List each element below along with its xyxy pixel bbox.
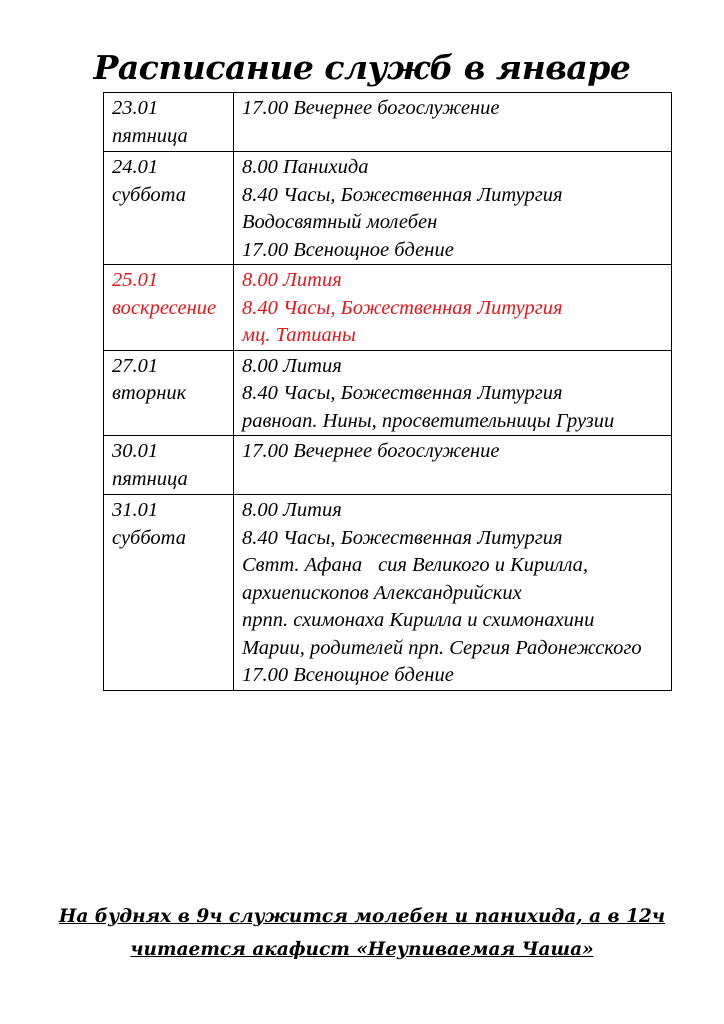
services-cell	[234, 436, 672, 495]
service-line: прпп. схимонаха Кирилла и схимонахини	[242, 609, 595, 631]
services-cell	[234, 495, 672, 691]
services-cell	[234, 350, 672, 436]
service-line: 8.40 Часы, Божественная Литургия	[242, 183, 563, 206]
schedule-table	[103, 92, 672, 691]
service-line: 8.40 Часы, Божественная Литургия	[242, 526, 563, 549]
schedule-row	[104, 93, 672, 152]
day-cell	[104, 152, 234, 265]
footer-line-1: На буднях в 9ч служится молебен и панихида, а в 12ч	[58, 906, 666, 927]
service-line: Водосвятный молебен	[242, 211, 438, 233]
service-line: 8.00 Лития	[242, 354, 342, 377]
schedule-row	[104, 436, 672, 495]
schedule-row	[104, 495, 672, 691]
service-line: 8.40 Часы, Божественная Литургия	[242, 382, 563, 404]
service-line: архиепископов Александрийских	[242, 581, 522, 604]
services-cell	[234, 93, 672, 152]
service-line: 17.00 Вечернее богослужение	[242, 440, 500, 462]
date: 31.01	[112, 499, 159, 521]
day-cell	[104, 350, 234, 436]
date: 30.01	[112, 440, 159, 462]
date: 24.01	[112, 156, 159, 178]
service-line: Марии, родителей прп. Сергия Радонежского	[242, 636, 642, 659]
services-cell	[234, 152, 672, 265]
weekday: вторник	[112, 382, 187, 404]
day-cell	[104, 265, 234, 351]
weekday: пятница	[112, 467, 188, 490]
day-cell	[104, 93, 234, 152]
day-cell	[104, 495, 234, 691]
service-line: 8.00 Панихида	[242, 156, 369, 178]
service-line: 17.00 Всенощное бдение	[242, 238, 454, 261]
service-line: 17.00 Вечернее богослужение	[242, 97, 500, 119]
service-line: равноап. Нины, просветительницы Грузии	[242, 409, 615, 432]
date: 23.01	[112, 97, 159, 119]
schedule-row-highlighted	[104, 265, 672, 351]
schedule-row	[104, 350, 672, 436]
service-line: 17.00 Всенощное бдение	[242, 664, 454, 686]
services-cell	[234, 265, 672, 351]
footer-note	[0, 900, 724, 966]
date: 25.01	[112, 269, 159, 291]
service-line: 8.00 Лития	[242, 269, 342, 291]
service-line: мц. Татианы	[242, 324, 356, 346]
footer-line-2: читается акафист «Неупиваемая Чаша»	[130, 939, 594, 960]
day-cell	[104, 436, 234, 495]
weekday: суббота	[112, 526, 186, 549]
weekday: пятница	[112, 124, 188, 147]
service-line: 8.40 Часы, Божественная Литургия	[242, 296, 563, 319]
service-line: Свтт. Афана􀀁сия Великого и Кирилла,	[242, 554, 589, 576]
schedule-row	[104, 152, 672, 265]
date: 27.01	[112, 354, 159, 377]
weekday: суббота	[112, 183, 186, 206]
weekday: воскресение	[112, 296, 217, 319]
page-title: Расписание служб в январе	[93, 48, 631, 87]
service-line: 8.00 Лития	[242, 499, 342, 521]
